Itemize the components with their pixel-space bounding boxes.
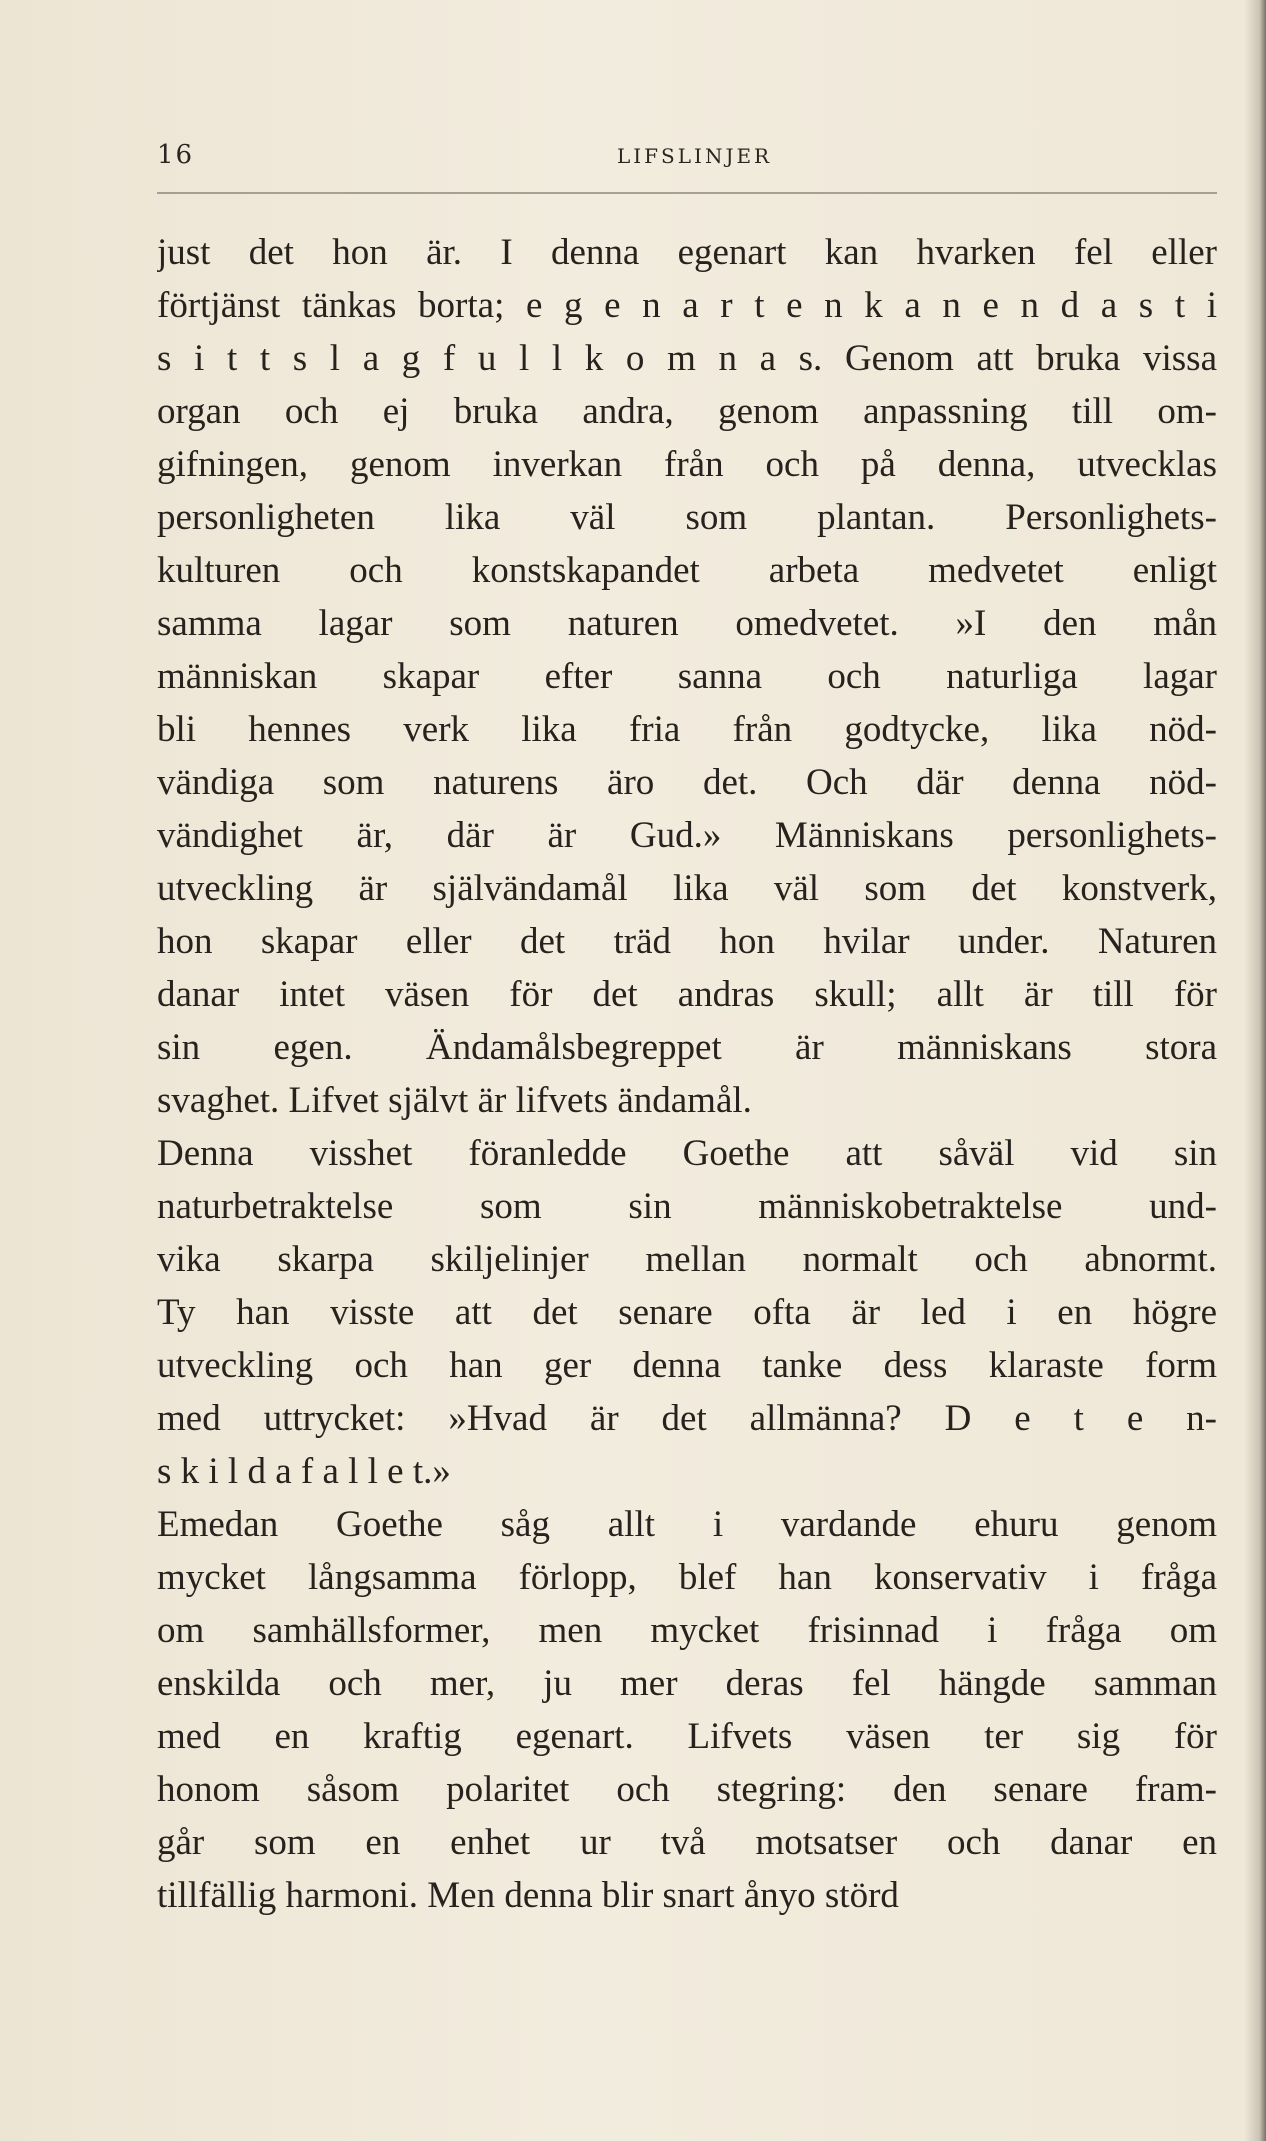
header-rule (157, 192, 1217, 194)
text-line: s i t t s l a g f u l l k o m n a s. Genom att bruka vissa (157, 338, 1217, 379)
text-line: Denna visshet föranledde Goethe att såväl vid sin (157, 1133, 1217, 1174)
text-line: just det hon är. I denna egenart kan hvarken fel eller (157, 232, 1217, 273)
text-line: människan skapar efter sanna och naturliga lagar (157, 656, 1217, 697)
text-line: utveckling är självändamål lika väl som det konstverk, (157, 868, 1217, 909)
text-line: hon skapar eller det träd hon hvilar under. Naturen (157, 921, 1217, 962)
text-line: om samhällsformer, men mycket frisinnad i fråga om (157, 1610, 1217, 1651)
text-line: med en kraftig egenart. Lifvets väsen ter sig för (157, 1716, 1217, 1757)
page-header (157, 140, 1217, 180)
body-text (157, 226, 1217, 1922)
text-line: Emedan Goethe såg allt i vardande ehuru genom (157, 1504, 1217, 1545)
text-line: vika skarpa skiljelinjer mellan normalt och abnormt. (157, 1239, 1217, 1280)
text-line: tillfällig harmoni. Men denna blir snart ånyo störd (157, 1875, 899, 1916)
text-line: kulturen och konstskapandet arbeta medvetet enligt (157, 550, 1217, 591)
text-line: s k i l d a f a l l e t.» (157, 1451, 451, 1492)
text-line: bli hennes verk lika fria från godtycke, lika nöd- (157, 709, 1217, 750)
text-line: vändiga som naturens äro det. Och där denna nöd- (157, 762, 1217, 803)
text-line: gifningen, genom inverkan från och på denna, utvecklas (157, 444, 1217, 485)
text-line: personligheten lika väl som plantan. Personlighets- (157, 497, 1217, 538)
running-head: LIFSLINJER (617, 144, 773, 168)
text-line: Ty han visste att det senare ofta är led i en högre (157, 1292, 1217, 1333)
text-line: vändighet är, där är Gud.» Människans personlighets- (157, 815, 1217, 856)
text-line: honom såsom polaritet och stegring: den senare fram- (157, 1769, 1217, 1810)
page-number: 16 (157, 140, 195, 170)
text-line: förtjänst tänkas borta; e g e n a r t e n k a n e n d a s t i (157, 285, 1217, 326)
page-edge-shadow (1244, 0, 1266, 2141)
text-line: samma lagar som naturen omedvetet. »I den mån (157, 603, 1217, 644)
text-line: sin egen. Ändamålsbegreppet är människans stora (157, 1027, 1217, 1068)
text-line: enskilda och mer, ju mer deras fel hängde samman (157, 1663, 1217, 1704)
text-line: organ och ej bruka andra, genom anpassning till om- (157, 391, 1217, 432)
text-line: danar intet väsen för det andras skull; allt är till för (157, 974, 1217, 1015)
text-line: svaghet. Lifvet självt är lifvets ändamål. (157, 1080, 752, 1121)
text-line: naturbetraktelse som sin människobetraktelse und- (157, 1186, 1217, 1227)
text-line: med uttrycket: »Hvad är det allmänna? D e t e n- (157, 1398, 1217, 1439)
text-line: utveckling och han ger denna tanke dess klaraste form (157, 1345, 1217, 1386)
text-line: går som en enhet ur två motsatser och danar en (157, 1822, 1217, 1863)
text-line: mycket långsamma förlopp, blef han konservativ i fråga (157, 1557, 1217, 1598)
